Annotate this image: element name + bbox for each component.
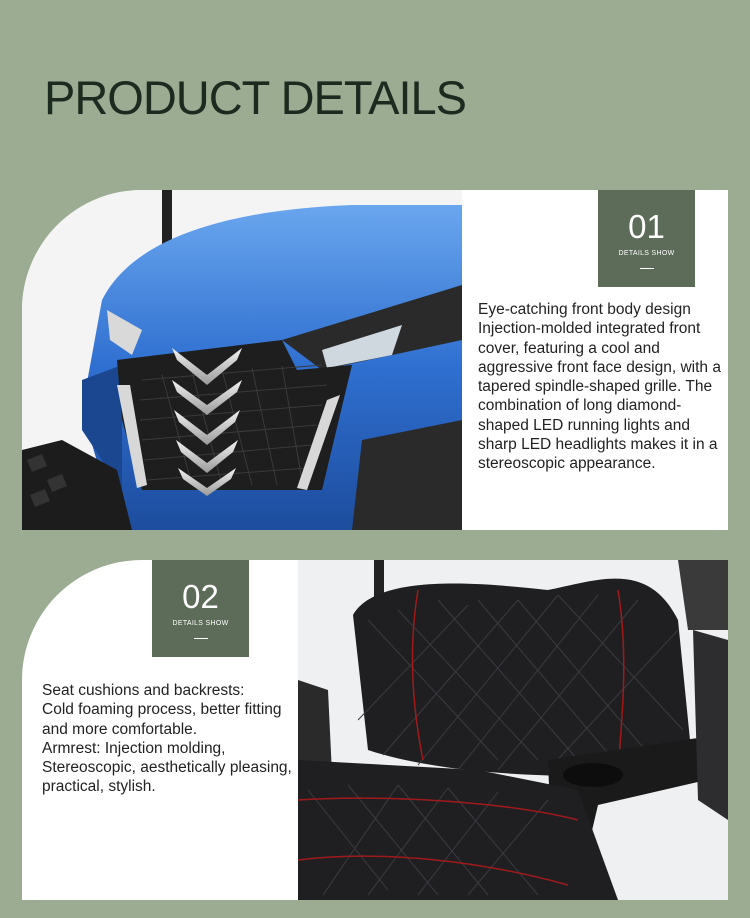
golf-cart-front-grille-photo — [22, 190, 462, 530]
golf-cart-seat-photo — [298, 560, 728, 900]
detail-label: DETAILS SHOW — [172, 620, 229, 627]
detail-number: 02 — [182, 578, 219, 615]
detail-panel-front-body — [22, 190, 728, 530]
detail-label: DETAILS SHOW — [618, 250, 675, 257]
detail-panel-seat — [22, 560, 728, 900]
detail-badge-01 — [598, 190, 695, 287]
badge-divider — [194, 638, 208, 639]
badge-divider — [640, 268, 654, 269]
detail-badge-02 — [152, 560, 249, 657]
detail-number: 01 — [628, 208, 665, 245]
page-title: PRODUCT DETAILS — [44, 71, 466, 124]
detail-description: Eye-catching front body design Injection-molded integrated front cover, featuring a cool and aggressive front face design, with a tapered spindle-shaped grille. The combination of long diamond-shaped LED running lights and sharp LED headlights makes it in a stereoscopic appearance. — [478, 301, 721, 473]
detail-description: Seat cushions and backrests: Cold foaming process, better fitting and more comfortable. Armrest: Injection molding, Stereoscopic, aesthetically pleasing, practical, stylish. — [42, 682, 292, 796]
